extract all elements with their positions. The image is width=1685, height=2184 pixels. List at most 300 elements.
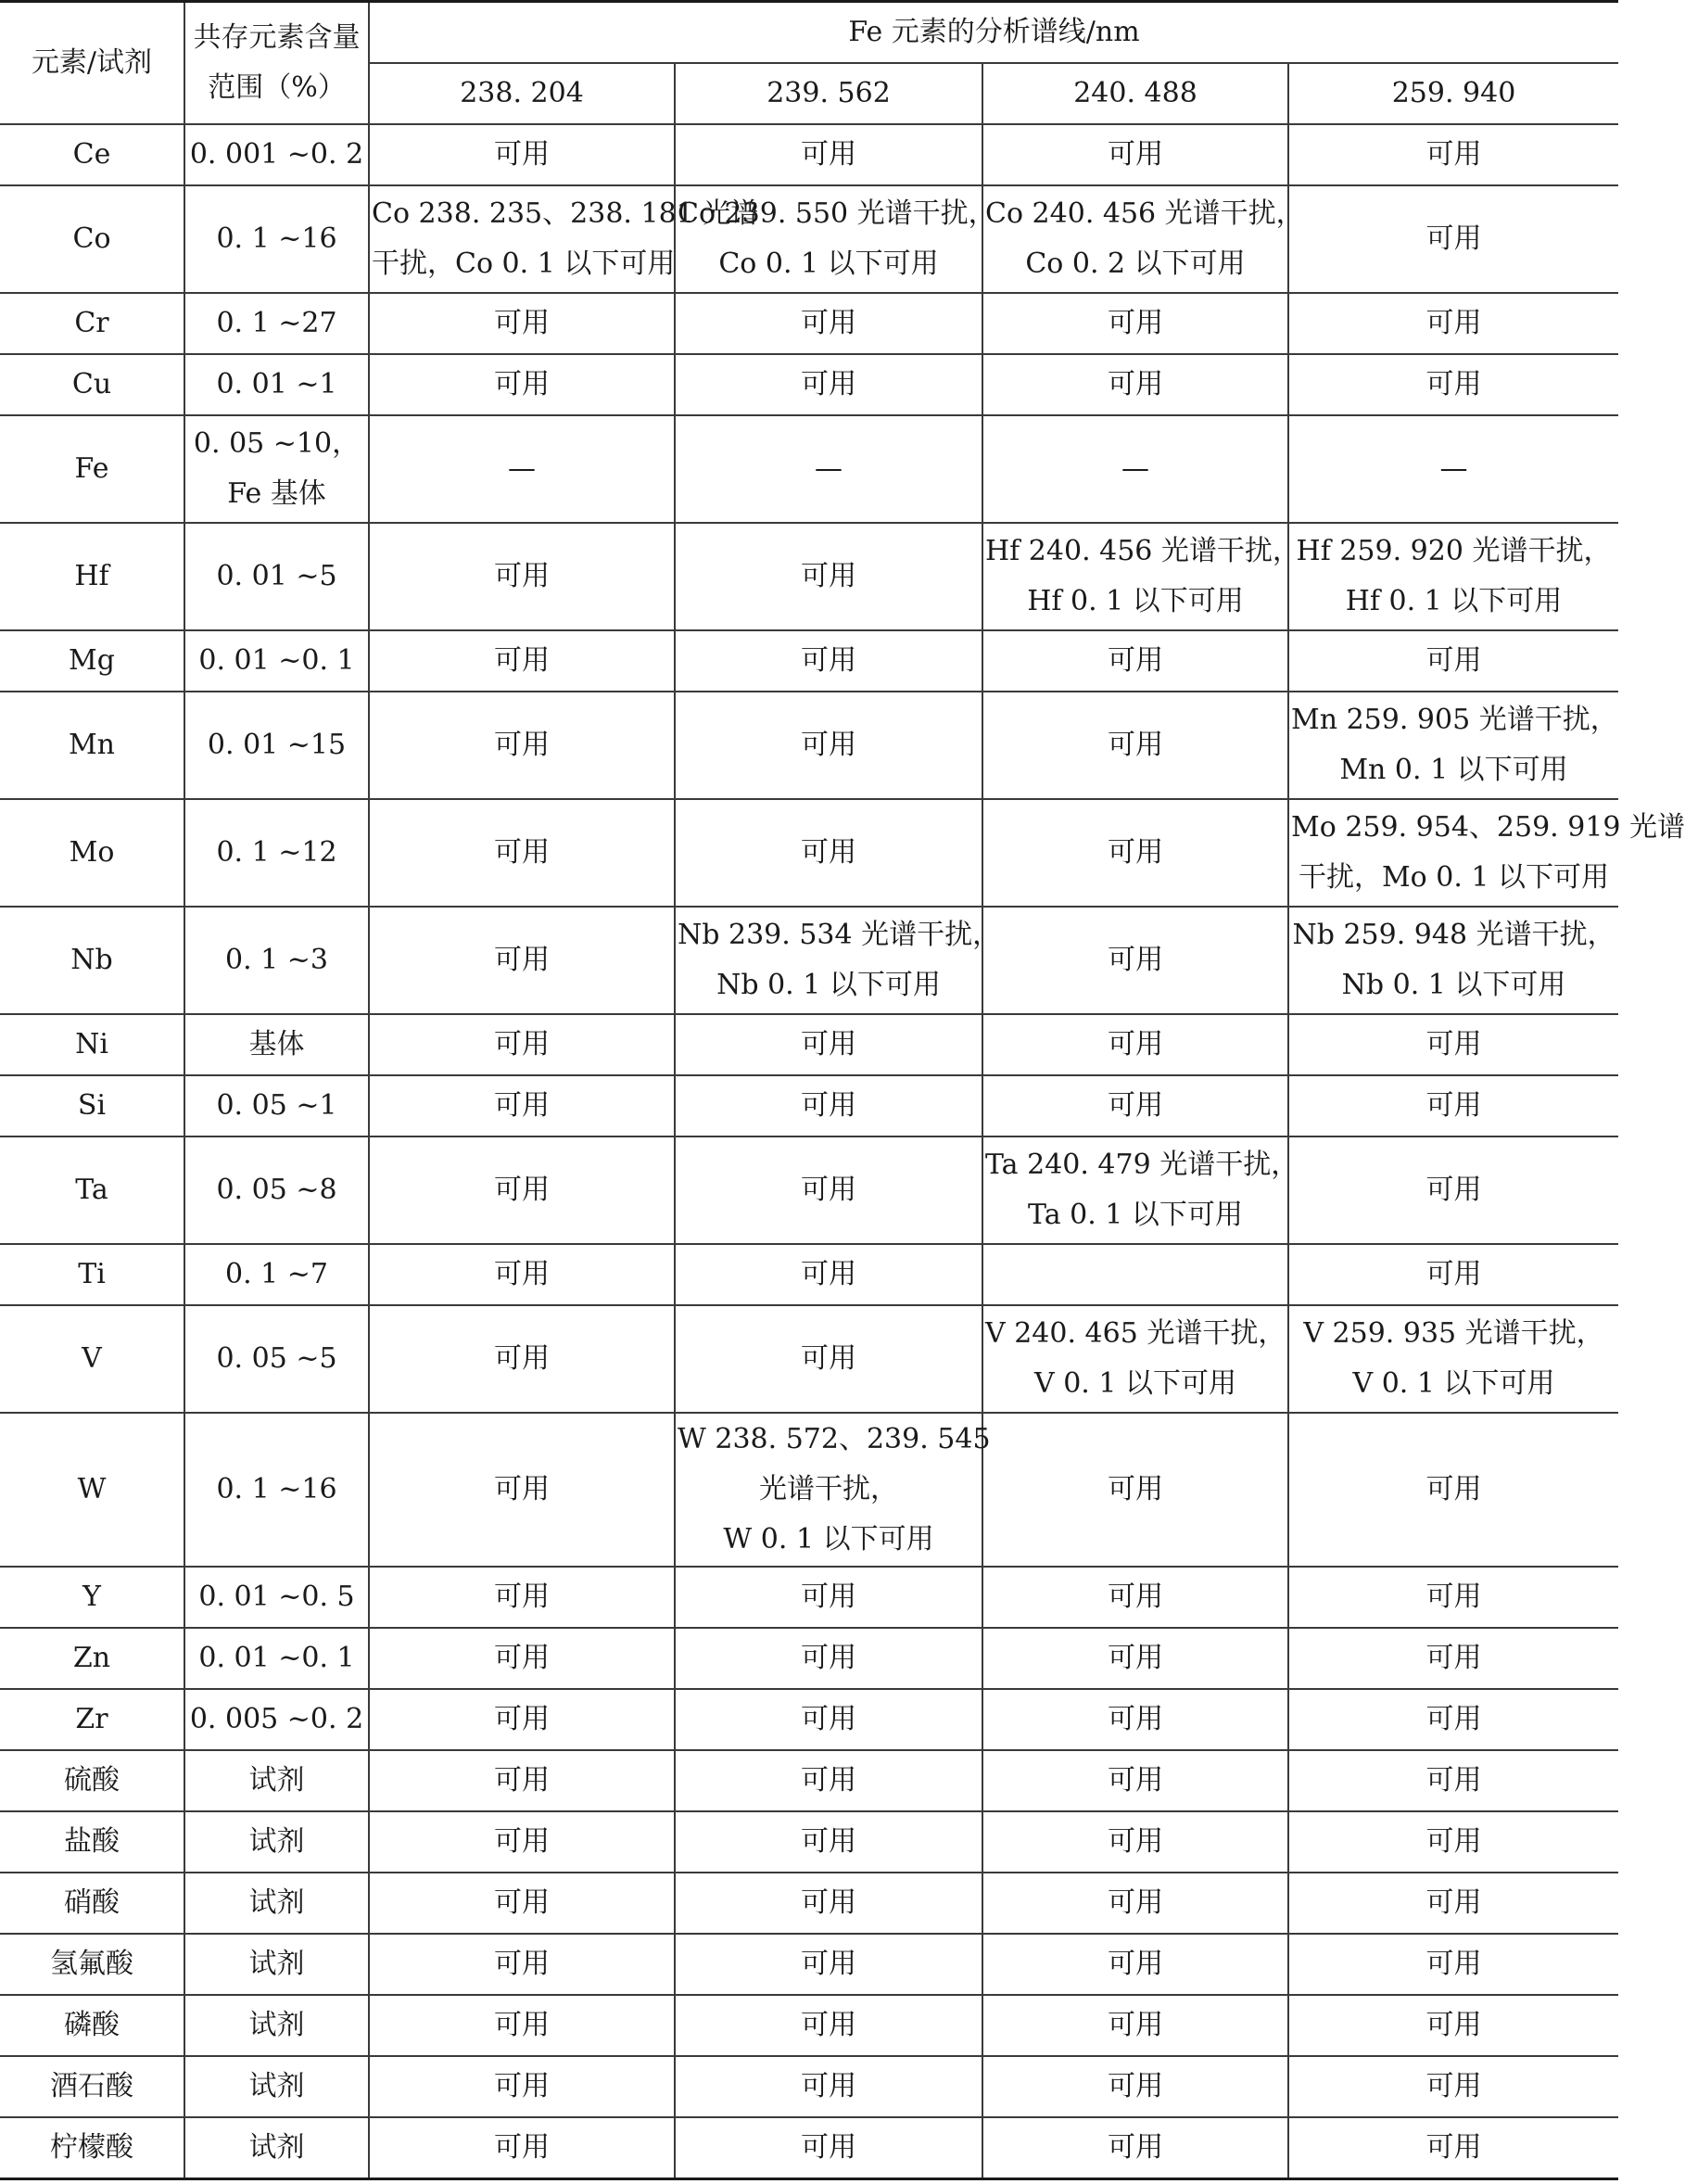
cell-line: 可用 (494, 1581, 550, 1614)
table-row (0, 1136, 1618, 1244)
table-row (0, 1873, 1618, 1934)
cell-line-usability (982, 185, 1304, 293)
header-wavelength: 259. 940 (1288, 63, 1618, 124)
cell-line: 0. 05 ~5 (216, 1341, 337, 1375)
table-row (0, 1567, 1618, 1628)
cell-element: V (0, 1305, 184, 1413)
cell-line: 可用 (1425, 1886, 1482, 1920)
table-row (0, 124, 1618, 185)
cell-line: 可用 (494, 1886, 550, 1920)
table-row (0, 1689, 1618, 1750)
cell-line-usability (369, 415, 675, 523)
cell-line-usability (1288, 1811, 1618, 1873)
cell-line: 可用 (1108, 1027, 1163, 1060)
cell-line-usability (1288, 415, 1618, 523)
table-row (0, 1811, 1618, 1873)
cell-line-usability (982, 1811, 1288, 1873)
cell-element: Hf (0, 523, 184, 630)
cell-line: 可用 (1425, 1703, 1482, 1736)
cell-line: Mo 259. 954、259. 919 光谱 (1291, 810, 1685, 844)
cell-line: 可用 (494, 943, 550, 976)
cell-line: 可用 (1425, 1764, 1482, 1797)
cell-line-usability (982, 2056, 1288, 2117)
cell-line: 0. 01 ~1 (216, 367, 337, 400)
cell-element: 酒石酸 (0, 2056, 184, 2117)
cell-line-usability (1288, 907, 1618, 1014)
cell-content-range (184, 1995, 369, 2056)
cell-line: 可用 (1425, 1948, 1482, 1981)
cell-line: Fe 基体 (227, 476, 326, 510)
cell-line: 可用 (801, 2131, 856, 2165)
cell-line-usability (369, 185, 759, 293)
cell-line: 可用 (494, 2009, 550, 2042)
header-content-range (184, 2, 369, 124)
cell-line: 可用 (801, 1703, 856, 1736)
cell-line: 可用 (801, 1088, 856, 1122)
cell-line-usability (1288, 124, 1618, 185)
table-body (0, 124, 1685, 2179)
cell-line-usability (1288, 1995, 1618, 2056)
cell-line: 可用 (1108, 943, 1163, 976)
cell-line: 试剂 (248, 1948, 305, 1981)
cell-line: 可用 (1425, 2070, 1482, 2103)
cell-element: 硝酸 (0, 1873, 184, 1934)
cell-line: 可用 (1108, 1703, 1163, 1736)
cell-line-usability (675, 1136, 982, 1244)
cell-line: 试剂 (248, 1825, 305, 1859)
cell-line-usability (675, 1014, 982, 1075)
cell-line: 可用 (494, 2131, 550, 2165)
cell-line: 可用 (801, 1948, 856, 1981)
cell-content-range (184, 124, 369, 185)
cell-line: V 0. 1 以下可用 (1034, 1366, 1236, 1400)
cell-line: Nb 0. 1 以下可用 (716, 968, 941, 1001)
cell-line: 可用 (1425, 2009, 1482, 2042)
cell-line-usability (982, 907, 1288, 1014)
cell-line-usability (982, 124, 1288, 185)
cell-element: Zn (0, 1628, 184, 1689)
cell-line: 可用 (494, 1341, 550, 1375)
cell-line-usability (1288, 1567, 1618, 1628)
cell-line-usability (369, 799, 675, 907)
cell-line-usability (369, 1628, 675, 1689)
cell-line: W 0. 1 以下可用 (723, 1523, 934, 1556)
cell-line-usability (675, 124, 982, 185)
table-row (0, 2056, 1618, 2117)
cell-line: 可用 (801, 1257, 856, 1290)
cell-line: 可用 (1425, 1257, 1482, 1290)
header-wavelength: 240. 488 (982, 63, 1288, 124)
header-spectral-lines: Fe 元素的分析谱线/nm (369, 2, 1618, 63)
cell-element: 盐酸 (0, 1811, 184, 1873)
cell-line-usability (369, 2056, 675, 2117)
cell-line: 可用 (494, 1825, 550, 1859)
cell-line-usability (982, 293, 1288, 354)
cell-line: 可用 (801, 2070, 856, 2103)
cell-content-range (184, 2117, 369, 2178)
cell-line: 可用 (801, 835, 856, 869)
header-range-line: 共存元素含量 (193, 20, 361, 54)
cell-content-range (184, 692, 369, 799)
cell-line: 可用 (494, 1764, 550, 1797)
cell-line-usability (675, 1305, 982, 1413)
cell-line: 可用 (801, 1886, 856, 1920)
table-row (0, 1995, 1618, 2056)
cell-line: — (1439, 451, 1468, 485)
cell-line-usability (369, 1811, 675, 1873)
table-row (0, 692, 1618, 799)
cell-line-usability (1288, 1014, 1618, 1075)
cell-line-usability (675, 1934, 982, 1995)
cell-line: Co 239. 550 光谱干扰， (678, 197, 996, 230)
cell-line: 可用 (1425, 1027, 1482, 1060)
cell-line-usability (1288, 1934, 1618, 1995)
cell-line: 可用 (801, 1581, 856, 1614)
table-row (0, 1413, 1618, 1567)
cell-line-usability (1288, 692, 1618, 799)
cell-line: 可用 (1425, 1173, 1482, 1206)
cell-line-usability (982, 1750, 1288, 1811)
cell-line: 可用 (494, 1948, 550, 1981)
cell-content-range (184, 1075, 369, 1136)
cell-line: 可用 (801, 306, 856, 339)
cell-element: Nb (0, 907, 184, 1014)
table-row (0, 523, 1618, 630)
cell-line: Nb 239. 534 光谱干扰， (678, 918, 1001, 951)
header-range-line: 范围（%） (208, 70, 346, 104)
cell-line-usability (675, 1873, 982, 1934)
table-row (0, 2117, 1618, 2178)
cell-line-usability (675, 2117, 982, 2178)
cell-line-usability (1288, 354, 1618, 415)
cell-element: Fe (0, 415, 184, 523)
cell-line: 可用 (801, 559, 856, 592)
cell-line: 可用 (494, 2070, 550, 2103)
cell-line-usability (982, 799, 1288, 907)
cell-line: Co 238. 235、238. 181 光谱 (372, 197, 759, 230)
cell-line: 可用 (1425, 643, 1482, 677)
cell-line: 可用 (494, 1473, 550, 1506)
cell-line: 0. 1 ~12 (216, 835, 337, 869)
cell-line: 0. 1 ~27 (216, 306, 337, 339)
cell-line-usability (369, 1689, 675, 1750)
cell-line-usability (1288, 2056, 1618, 2117)
cell-line: 基体 (248, 1027, 305, 1060)
cell-element: Mo (0, 799, 184, 907)
cell-line: Hf 0. 1 以下可用 (1027, 584, 1244, 617)
cell-line-usability (982, 1075, 1288, 1136)
table-row (0, 1075, 1618, 1136)
header-wavelength: 239. 562 (675, 63, 982, 124)
cell-content-range (184, 1136, 369, 1244)
cell-line: 可用 (494, 643, 550, 677)
cell-element: Mn (0, 692, 184, 799)
cell-line-usability (675, 2056, 982, 2117)
cell-content-range (184, 354, 369, 415)
cell-content-range (184, 630, 369, 692)
cell-content-range (184, 1689, 369, 1750)
header-wavelength: 238. 204 (369, 63, 675, 124)
cell-line: 试剂 (248, 2131, 305, 2165)
cell-element: Zr (0, 1689, 184, 1750)
cell-line: 可用 (801, 367, 856, 400)
cell-line-usability (369, 293, 675, 354)
cell-line-usability (675, 415, 982, 523)
cell-line: 可用 (801, 1027, 856, 1060)
cell-line-usability (675, 1075, 982, 1136)
cell-element: Cu (0, 354, 184, 415)
cell-line: 可用 (801, 2009, 856, 2042)
cell-line: W 238. 572、239. 545 (678, 1423, 991, 1456)
cell-line: 可用 (1108, 2070, 1163, 2103)
cell-line: 0. 001 ~0. 2 (189, 137, 364, 171)
cell-line: Nb 0. 1 以下可用 (1341, 968, 1566, 1001)
cell-line-usability (675, 1567, 982, 1628)
cell-line: 0. 01 ~0. 5 (198, 1581, 355, 1614)
cell-line-usability (1288, 1628, 1618, 1689)
cell-line: 可用 (801, 1825, 856, 1859)
table-row (0, 1014, 1618, 1075)
cell-line: V 259. 935 光谱干扰， (1303, 1316, 1604, 1350)
cell-line-usability (1288, 293, 1618, 354)
table-row (0, 293, 1618, 354)
cell-line: 可用 (1425, 367, 1482, 400)
cell-line-usability (369, 1750, 675, 1811)
cell-line: Co 0. 2 以下可用 (1025, 247, 1246, 280)
table-row (0, 1244, 1618, 1305)
cell-line-usability (369, 354, 675, 415)
cell-line: 可用 (494, 1257, 550, 1290)
cell-content-range (184, 1413, 369, 1567)
cell-line: 可用 (1425, 306, 1482, 339)
cell-line: 0. 05 ~1 (216, 1088, 337, 1122)
cell-element: Si (0, 1075, 184, 1136)
cell-line-usability (675, 523, 982, 630)
cell-content-range (184, 1628, 369, 1689)
cell-content-range (184, 293, 369, 354)
cell-element: Cr (0, 293, 184, 354)
cell-line-usability (1288, 1750, 1618, 1811)
cell-line: 干扰，Mo 0. 1 以下可用 (1298, 860, 1610, 894)
cell-line-usability (982, 1136, 1299, 1244)
cell-line-usability (369, 1136, 675, 1244)
cell-content-range (184, 1244, 369, 1305)
cell-line: 可用 (1425, 1581, 1482, 1614)
cell-content-range (184, 1305, 369, 1413)
cell-line-usability (982, 1995, 1288, 2056)
cell-element: Mg (0, 630, 184, 692)
cell-line-usability (1288, 1244, 1618, 1305)
table-row (0, 799, 1618, 907)
cell-line: Co 240. 456 光谱干扰， (985, 197, 1304, 230)
cell-line: 可用 (801, 1341, 856, 1375)
cell-line: Mn 259. 905 光谱干扰， (1291, 703, 1618, 736)
cell-line-usability (369, 1014, 675, 1075)
cell-line: 0. 01 ~0. 1 (198, 643, 355, 677)
cell-line: 可用 (494, 559, 550, 592)
cell-line: 0. 05 ~8 (216, 1173, 337, 1206)
cell-line: 可用 (1108, 2009, 1163, 2042)
cell-line-usability (1288, 1689, 1618, 1750)
cell-line: 可用 (1425, 1642, 1482, 1675)
cell-line-usability (1288, 799, 1685, 907)
cell-line: 可用 (801, 137, 856, 171)
cell-line-usability (982, 1014, 1288, 1075)
cell-line-usability (369, 630, 675, 692)
cell-line-usability (369, 1995, 675, 2056)
cell-line-usability (982, 354, 1288, 415)
table-row (0, 1750, 1618, 1811)
cell-line-usability (1288, 1075, 1618, 1136)
cell-line-usability (369, 124, 675, 185)
cell-line-usability (1288, 2117, 1618, 2178)
cell-line: 可用 (801, 643, 856, 677)
cell-line-usability (675, 354, 982, 415)
cell-line: Ta 0. 1 以下可用 (1028, 1198, 1243, 1231)
cell-line: Co 0. 1 以下可用 (718, 247, 939, 280)
cell-line: Nb 259. 948 光谱干扰， (1292, 918, 1615, 951)
cell-line-usability (982, 1934, 1288, 1995)
cell-line: 可用 (1425, 1825, 1482, 1859)
cell-line-usability (675, 185, 996, 293)
cell-line: 试剂 (248, 1764, 305, 1797)
cell-line: 可用 (1108, 1581, 1163, 1614)
cell-line: 0. 1 ~7 (224, 1257, 328, 1290)
cell-line: — (1121, 451, 1149, 485)
cell-line-usability (675, 1750, 982, 1811)
cell-content-range (184, 2056, 369, 2117)
cell-element: 氢氟酸 (0, 1934, 184, 1995)
header-element-reagent: 元素/试剂 (0, 2, 184, 124)
cell-line: 0. 01 ~0. 1 (198, 1642, 355, 1675)
cell-line-usability (675, 1244, 982, 1305)
cell-line: 0. 1 ~3 (224, 943, 328, 976)
cell-line: 可用 (1425, 1473, 1482, 1506)
cell-line: 试剂 (248, 1886, 305, 1920)
cell-line: 0. 1 ~16 (216, 222, 337, 255)
cell-line-usability (369, 1567, 675, 1628)
cell-element: 柠檬酸 (0, 2117, 184, 2178)
cell-line-usability (675, 1995, 982, 2056)
cell-line-usability (369, 692, 675, 799)
cell-line: Hf 259. 920 光谱干扰， (1296, 534, 1612, 567)
cell-line-usability (675, 692, 982, 799)
cell-element: W (0, 1413, 184, 1567)
cell-line: 可用 (494, 835, 550, 869)
cell-line: — (815, 451, 842, 485)
cell-line-usability (982, 1628, 1288, 1689)
cell-line-usability (369, 523, 675, 630)
cell-line: 可用 (494, 306, 550, 339)
cell-content-range (184, 1014, 369, 1075)
cell-line: 可用 (1108, 1886, 1163, 1920)
cell-line-usability (369, 1244, 675, 1305)
cell-line-usability (1288, 1413, 1618, 1567)
cell-element: Ni (0, 1014, 184, 1075)
cell-line: 可用 (494, 1703, 550, 1736)
table-row (0, 1934, 1618, 1995)
cell-line: 可用 (801, 728, 856, 761)
cell-line-usability (675, 907, 1001, 1014)
cell-line: 可用 (1108, 367, 1163, 400)
cell-line: 干扰，Co 0. 1 以下可用 (372, 247, 676, 280)
cell-line: 可用 (494, 137, 550, 171)
cell-line-usability (675, 1811, 982, 1873)
cell-line: 可用 (1108, 2131, 1163, 2165)
cell-content-range (184, 1750, 369, 1811)
cell-line: 可用 (1108, 728, 1163, 761)
cell-line: 可用 (1425, 1088, 1482, 1122)
cell-line-usability (1288, 1136, 1618, 1244)
cell-line-usability (675, 799, 982, 907)
cell-line: 可用 (494, 728, 550, 761)
table-row (0, 415, 1618, 523)
cell-line-usability (369, 1075, 675, 1136)
cell-line-usability (982, 415, 1288, 523)
cell-line-usability (369, 907, 675, 1014)
table-row (0, 1628, 1618, 1689)
cell-line-usability (675, 1689, 982, 1750)
cell-line-usability (982, 1689, 1288, 1750)
cell-line: 可用 (1108, 835, 1163, 869)
cell-line: 0. 005 ~0. 2 (189, 1703, 364, 1736)
cell-line: 可用 (1108, 1825, 1163, 1859)
cell-line: V 0. 1 以下可用 (1352, 1366, 1555, 1400)
cell-element: 磷酸 (0, 1995, 184, 2056)
cell-content-range (184, 1567, 369, 1628)
cell-element: Ti (0, 1244, 184, 1305)
cell-line: 试剂 (248, 2009, 305, 2042)
cell-line-usability (369, 1873, 675, 1934)
cell-line: 可用 (494, 367, 550, 400)
cell-line-usability (982, 523, 1300, 630)
cell-element: Ce (0, 124, 184, 185)
cell-line-usability (982, 1413, 1288, 1567)
cell-content-range (184, 1934, 369, 1995)
cell-line: Mn 0. 1 以下可用 (1339, 753, 1568, 786)
cell-line: 可用 (1108, 643, 1163, 677)
cell-line-usability (982, 1305, 1288, 1413)
cell-line: 可用 (494, 1173, 550, 1206)
table-header (0, 2, 1618, 124)
cell-content-range (184, 799, 369, 907)
cell-line: 可用 (1108, 1948, 1163, 1981)
cell-line: — (508, 451, 536, 485)
cell-line-usability (369, 1305, 675, 1413)
cell-line-usability (675, 630, 982, 692)
cell-content-range (184, 1811, 369, 1873)
cell-line: 0. 1 ~16 (216, 1473, 337, 1506)
cell-line: 0. 05 ~10， (193, 426, 361, 460)
cell-line: 可用 (1425, 137, 1482, 171)
cell-line: 试剂 (248, 2070, 305, 2103)
table-row (0, 630, 1618, 692)
cell-line: 可用 (801, 1173, 856, 1206)
cell-line-usability (982, 1244, 1288, 1305)
cell-content-range (184, 415, 369, 523)
cell-line-usability (982, 1567, 1288, 1628)
cell-line: 可用 (1108, 1764, 1163, 1797)
cell-line: V 240. 465 光谱干扰， (985, 1316, 1286, 1350)
cell-line: 可用 (1425, 222, 1482, 255)
cell-line: Hf 240. 456 光谱干扰， (985, 534, 1300, 567)
cell-line-usability (1288, 630, 1618, 692)
cell-line: 可用 (801, 1764, 856, 1797)
cell-line: 光谱干扰， (759, 1473, 898, 1506)
cell-line-usability (982, 1873, 1288, 1934)
cell-content-range (184, 185, 369, 293)
cell-line: 可用 (801, 1642, 856, 1675)
